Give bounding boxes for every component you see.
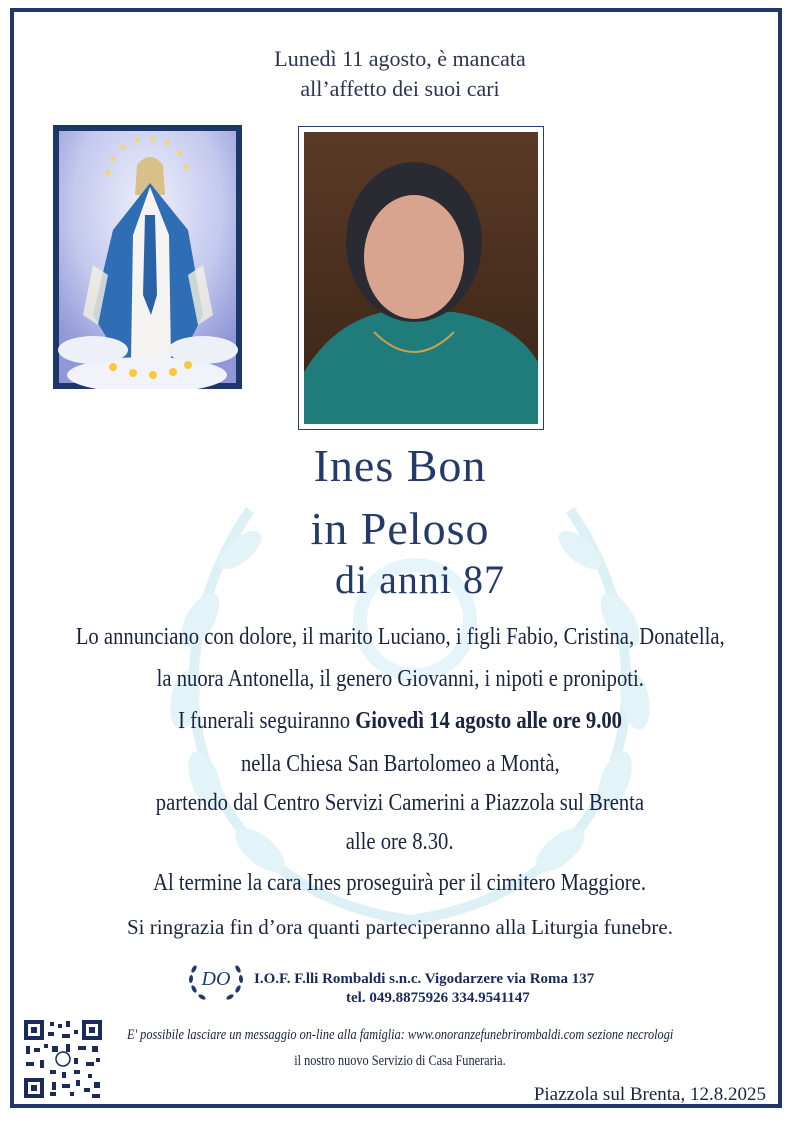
company-phone: tel. 049.8875926 334.9541147 (346, 990, 530, 1006)
funeral-line-2 (0, 745, 800, 783)
company-address: I.O.F. F.lli Rombaldi s.n.c. Vigodarzere via Roma 137 (254, 971, 595, 987)
thanks-text: Si ringrazia fin d’ora quanti parteciperanno alla Liturgia funebre. (127, 915, 673, 939)
madonna-image (53, 125, 242, 389)
deceased-name: Ines Bon (313, 440, 487, 491)
deceased-age: di anni 87 (335, 557, 505, 602)
funeral-home-info (254, 970, 594, 1008)
funeral-prefix: I funerali seguiranno (178, 708, 356, 734)
announcement-text-1: Lo annunciano con dolore, il marito Luciano, i figli Fabio, Cristina, Donatella, (75, 624, 725, 650)
funeral-home-service-text: il nostro nuovo Servizio di Casa Funeraria. (294, 1053, 506, 1069)
funeral-line-3 (0, 784, 800, 822)
intro-text (0, 44, 800, 104)
funeral-home-logo (186, 955, 246, 1003)
announcement-line-1 (0, 618, 800, 656)
online-message-line-1 (0, 1025, 800, 1045)
funeral-line-5 (0, 864, 800, 902)
intro-line-2: all’affetto dei suoi cari (300, 76, 500, 101)
online-message-text: E' possibile lasciare un messaggio on-line alla famiglia: www.onoranzefunebrirombaldi.com sezione necrologi (126, 1027, 674, 1043)
portrait-photo-frame (298, 126, 544, 430)
logo-monogram: DO (201, 968, 231, 990)
funeral-departure-time: alle ore 8.30. (346, 829, 454, 855)
intro-line-1: Lunedì 11 agosto, è mancata (274, 46, 526, 71)
online-message-line-2 (0, 1053, 800, 1070)
funeral-date: Giovedì 14 agosto alle ore 9.00 (355, 708, 622, 734)
funeral-departure: partendo dal Centro Servizi Camerini a Piazzola sul Brenta (155, 790, 645, 816)
announcement-line-2 (0, 660, 800, 698)
funeral-line-4 (0, 823, 800, 861)
place-date: Piazzola sul Brenta, 12.8.2025 (533, 1084, 766, 1105)
announcement-text-2: la nuora Antonella, il genero Giovanni, i nipoti e pronipoti. (156, 666, 644, 692)
deceased-married-name: in Peloso (310, 503, 490, 554)
funeral-cemetery: Al termine la cara Ines proseguirà per il cimitero Maggiore. (153, 870, 647, 896)
portrait-photo (304, 132, 538, 424)
funeral-line-1 (0, 702, 800, 740)
funeral-church: nella Chiesa San Bartolomeo a Montà, (240, 751, 560, 777)
